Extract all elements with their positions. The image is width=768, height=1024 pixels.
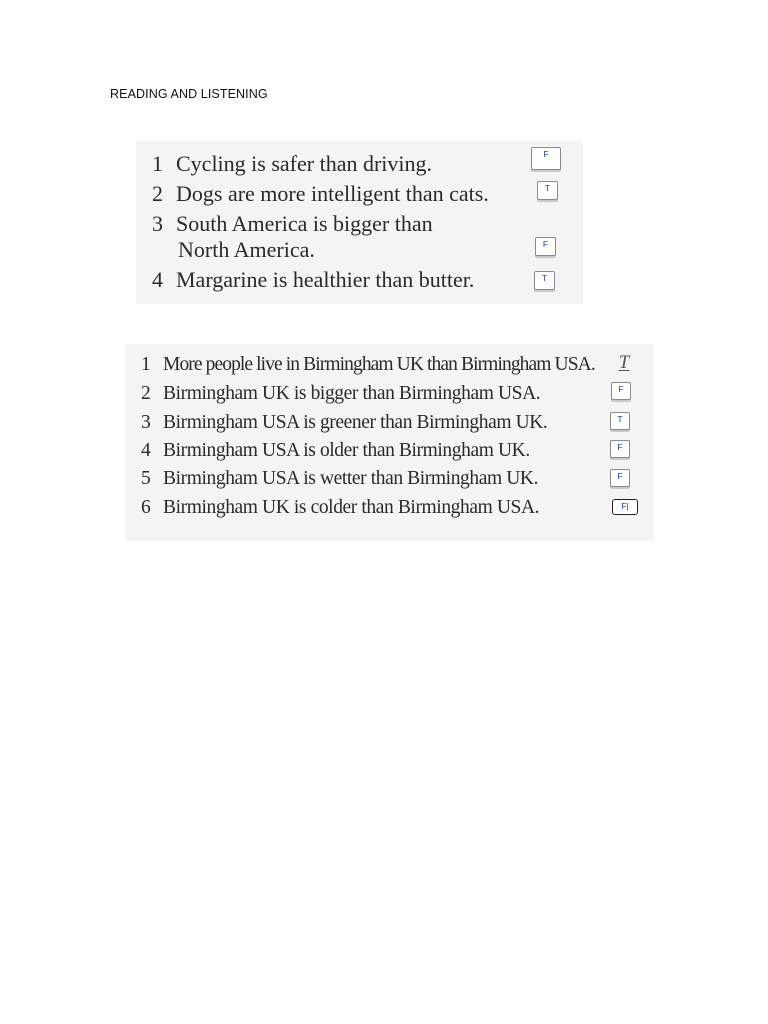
statement-number: 4 <box>141 440 151 461</box>
statement-text: Margarine is healthier than butter. <box>176 267 475 292</box>
statement-6 <box>141 496 539 520</box>
answer-field-1[interactable]: T <box>618 352 630 373</box>
statement-number: 3 <box>152 211 163 236</box>
statement-text: Cycling is safer than driving. <box>176 151 433 176</box>
statement-text: Birmingham USA is greener than Birmingham UK. <box>163 412 548 433</box>
statement-4 <box>141 439 530 463</box>
answer-field-3[interactable]: T <box>610 412 630 430</box>
statement-text: Birmingham UK is bigger than Birmingham USA. <box>163 383 541 404</box>
answer-field-2[interactable]: T <box>537 181 558 200</box>
answer-field-2[interactable]: F <box>611 382 631 400</box>
statement-number: 3 <box>141 412 151 433</box>
statement-number: 4 <box>152 267 163 292</box>
statement-number: 6 <box>141 497 151 518</box>
statement-1 <box>152 151 432 177</box>
statement-text: Birmingham USA is older than Birmingham UK. <box>163 440 530 461</box>
statement-1 <box>141 353 595 377</box>
answer-field-3[interactable]: F <box>535 237 556 256</box>
statement-number: 1 <box>141 354 150 375</box>
answer-field-1[interactable]: F <box>531 147 561 170</box>
statement-2 <box>141 382 540 406</box>
statement-3 <box>152 211 433 237</box>
statement-text: More people live in Birmingham UK than Birmingham USA. <box>163 354 595 375</box>
answer-field-4[interactable]: T <box>534 271 555 290</box>
statement-number: 2 <box>141 383 151 404</box>
statement-5 <box>141 467 538 491</box>
statement-text: Birmingham USA is wetter than Birmingham UK. <box>163 468 539 489</box>
statement-number: 2 <box>152 181 163 206</box>
statement-text: South America is bigger than <box>176 211 433 236</box>
statement-3 <box>141 411 547 435</box>
statement-number: 1 <box>152 151 163 176</box>
statement-2 <box>152 181 489 207</box>
statement-text: Birmingham UK is colder than Birmingham USA. <box>163 497 540 518</box>
statement-text: Dogs are more intelligent than cats. <box>176 181 489 206</box>
statement-4 <box>152 267 474 293</box>
exercise-1-panel <box>136 141 583 304</box>
exercise-2-panel <box>125 344 654 541</box>
statement-3-continuation: North America. <box>178 237 315 262</box>
answer-field-5[interactable]: F <box>610 469 630 487</box>
answer-field-4[interactable]: F <box>610 440 630 458</box>
statement-number: 5 <box>141 468 151 489</box>
page-heading: READING AND LISTENING <box>110 87 268 101</box>
answer-field-6[interactable]: F| <box>612 499 638 515</box>
